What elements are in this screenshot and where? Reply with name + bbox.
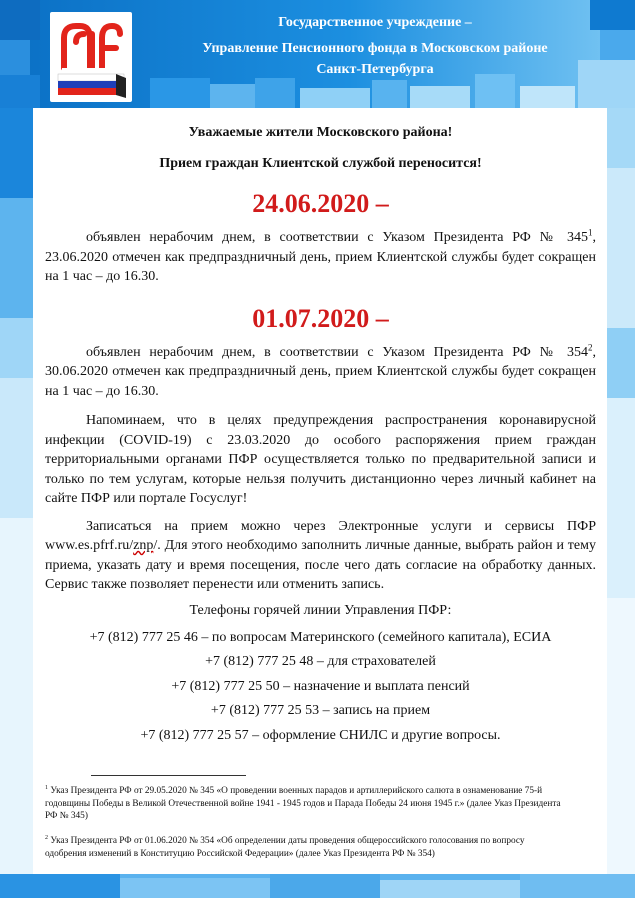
booking-link[interactable]: znp [133,538,154,553]
paragraph-date-2-text: объявлен нерабочим днем, в соответствии с Указом Президента РФ № 354 [86,344,588,360]
paragraph-date-2 [45,343,596,402]
notice-page [33,108,607,874]
footnote-1-text: Указ Президента РФ от 29.05.2020 № 345 «О проведении военных парадов и артиллерийского салюта в ознаменование 75-й годовщины Победы в Великой Отечественной войне 1941 - 1945 годов и Парада Победы 24 июня 1945 г.» (далее Указ Президента РФ № 345) [45,786,561,822]
paragraph-date-2-tail: , 30.06.2020 отмечен как предпраздничный день, прием Клиентской службы будет сокращен на 1 час – до 16.30. [45,344,596,399]
footnote-ref-1[interactable]: 1 [588,227,593,238]
footnote-2 [45,835,565,860]
footnote-ref-2[interactable]: 2 [588,341,593,352]
paragraph-date-1-tail: , 23.06.2020 отмечен как предпраздничный день, прием Клиентской службы будет сокращен на 1 час – до 16.30. [45,230,596,284]
phone-line: +7 (812) 777 25 57 – оформление СНИЛС и другие вопросы. [140,727,501,743]
header-line-2: Управление Пенсионного фонда в Московском районе [202,41,548,56]
footnote-2-text: Указ Президента РФ от 01.06.2020 № 354 «Об определении даты проведения общероссийского голосования по вопросу одобрения изменений в Конституцию Российской Федерации» (далее Указ Президента РФ № 354) [45,836,525,859]
paragraph-online-booking-tail: /. Для этого необходимо заполнить личные данные, выбрать район и тему приема, указать дату и время посещения, после чего дать согласие на обработку данных. Сервис также позволяет перенести или отменить запись. [45,538,596,592]
footnote-2-mark: 2 [45,834,48,841]
pfr-emblem-icon [50,12,132,102]
phone-line: +7 (812) 777 25 50 – назначение и выплата пенсий [171,678,470,694]
notice-content [45,124,596,750]
paragraph-date-1-text: объявлен нерабочим днем, в соответствии с Указом Президента РФ № 345 [86,230,588,245]
pfr-logo [50,12,132,102]
footnote-separator [91,775,246,776]
paragraph-covid-reminder: Напоминаем, что в целях предупреждения распространения коронавирусной инфекции (COVID-19) с 23.03.2020 до особого распоряжения прием граждан территориальными органами ПФР осуществляется только по предварительной записи и только по тем услугам, которые нельзя получить дистанционно через личный кабинет на сайте ПФР или портале Госуслуг! [45,413,596,506]
notice-heading: Прием граждан Клиентской службой переносится! [159,156,482,171]
phone-line: +7 (812) 777 25 46 – по вопросам Материнского (семейного капитала), ЕСИА [89,629,552,645]
header-line-3: Санкт-Петербурга [316,62,434,77]
phone-line: +7 (812) 777 25 48 – для страхователей [205,654,436,669]
date-1: 24.06.2020 – [252,189,389,218]
header-title [140,12,610,80]
hotline-title: Телефоны горячей линии Управления ПФР: [189,602,452,618]
date-2: 01.07.2020 – [252,303,389,333]
paragraph-online-booking-text: Записаться на прием можно через Электронные услуги и сервисы ПФР www.es.pfrf.ru/ [45,518,596,553]
footnote-1-mark: 1 [45,784,48,791]
paragraph-online-booking [45,517,596,595]
paragraph-date-1 [45,228,596,287]
header-line-1: Государственное учреждение – [278,15,472,30]
greeting: Уважаемые жители Московского района! [188,125,453,140]
footnote-1 [45,785,565,823]
phone-line: +7 (812) 777 25 53 – запись на прием [210,703,431,718]
